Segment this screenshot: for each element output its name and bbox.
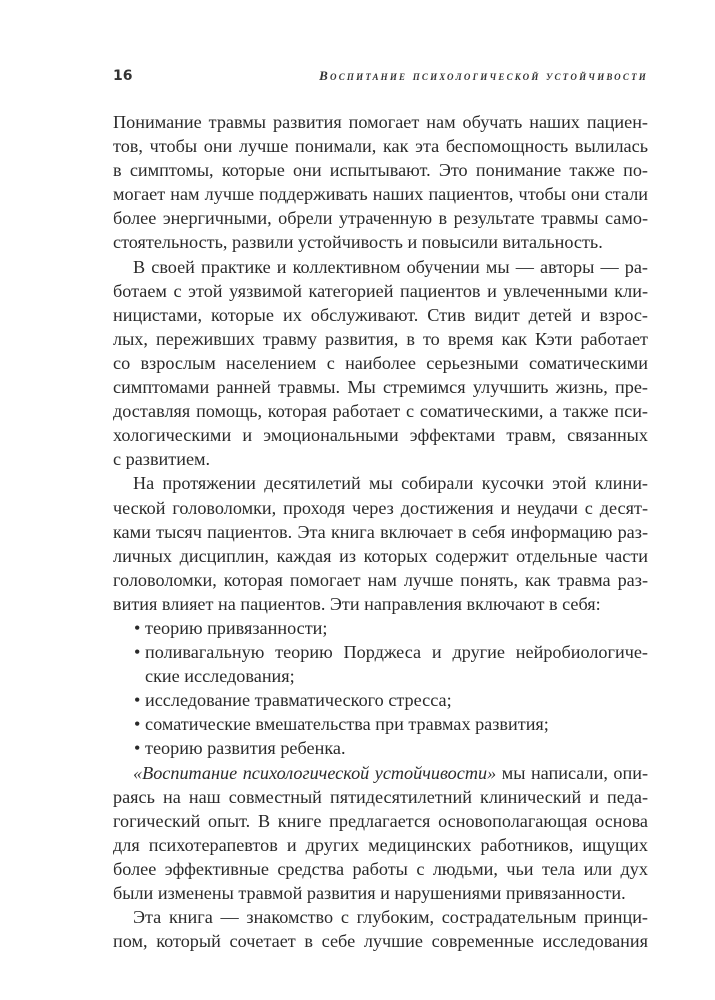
bullet-icon: • (134, 714, 141, 735)
bullet-icon: • (134, 642, 141, 663)
text-line: ческой головоломки, проходя через достижения и неудачи с десят- (113, 497, 648, 518)
text-line: со взрослым населением с наиболее серьезными соматическими (113, 352, 648, 373)
list-item (113, 640, 648, 664)
text-line: ботаем с этой уязвимой категорией пациентов и увлеченными кли- (113, 280, 648, 301)
page-number: 16 (113, 68, 133, 84)
text-line: тов, чтобы они лучше понимали, как эта беспомощность вылилась (113, 136, 648, 157)
text-line: гогический опыт. В книге предлагается основополагающая основа (113, 810, 648, 831)
list-item-text: теорию развития ребенка. (145, 738, 346, 759)
text-line: Понимание травмы развития помогает нам обучать наших пациен- (113, 112, 648, 132)
list-item (113, 712, 648, 736)
text-line: более энергичными, обрели утраченную в результате травмы само- (113, 208, 648, 229)
text-line: личных дисциплин, каждая из которых содержит отдельные части (113, 545, 648, 566)
paragraph-3 (113, 471, 648, 616)
text-fragment: мы написали, опи- (496, 762, 648, 783)
list-item (113, 688, 648, 712)
text-line: лых, переживших травму развития, в то время как Кэти работает (113, 328, 648, 349)
text-line: ницистами, которые их обслуживают. Стив видит детей и взрос- (113, 304, 648, 325)
bullet-icon: • (134, 617, 141, 638)
paragraph-1 (113, 110, 648, 255)
bullet-list (113, 616, 648, 761)
text-line: могает нам лучше поддерживать наших пациентов, чтобы они стали (113, 184, 648, 205)
text-line: Эта книга — знакомство с глубоким, сострадательным принци- (133, 907, 648, 928)
list-item (113, 736, 648, 760)
bullet-icon: • (134, 738, 141, 759)
text-line: были изменены травмой развития и нарушениями привязанности. (113, 883, 626, 903)
text-line: вития влияет на пациентов. Эти направления включают в себя: (113, 593, 601, 614)
text-line: головоломки, которая помогает нам лучше понять, как травма раз- (113, 569, 648, 590)
text-line: с развитием. (113, 449, 211, 470)
list-item-text: исследование травматического стресса; (145, 690, 452, 711)
text-line: в симптомы, которые они испытывают. Это понимание также по- (113, 160, 648, 181)
text-line: хологическими и эмоциональными эффектами травм, связанных (113, 425, 648, 446)
paragraph-2 (113, 255, 648, 472)
text-line: доставляя помощь, которая работает с соматическими, а также пси- (113, 401, 648, 422)
bullet-icon: • (134, 690, 141, 711)
text-line: симптомами ранней травмы. Мы стремимся улучшить жизнь, пре- (113, 377, 648, 398)
running-title: Воспитание психологической устойчивости (319, 68, 648, 83)
list-item-text: поливагальную теорию Порджеса и другие нейробиологиче- (145, 642, 648, 663)
list-item-continuation: ские исследования; (145, 666, 295, 687)
list-item-text: теорию привязанности; (145, 617, 328, 638)
text-line: более эффективные средства работы с людьми, чьи тела или дух (113, 858, 648, 879)
text-line: стоятельность, развили устойчивость и повысили витальность. (113, 232, 603, 253)
list-item (113, 616, 648, 640)
text-line: для психотерапевтов и других медицинских работников, ищущих (113, 834, 648, 855)
page-body (113, 110, 648, 953)
text-line: На протяжении десятилетий мы собирали кусочки этой клини- (133, 473, 648, 494)
text-line: ками тысяч пациентов. Эта книга включает в себя информацию раз- (113, 521, 648, 542)
page-header (113, 68, 648, 88)
paragraph-5 (113, 905, 648, 953)
book-title-italic: «Воспитание психологической устойчивости» (133, 762, 497, 783)
paragraph-4 (113, 761, 648, 906)
text-line: раясь на наш совместный пятидесятилетний клинический и педа- (113, 786, 648, 807)
list-item-text: соматические вмешательства при травмах развития; (145, 714, 549, 735)
text-line: В своей практике и коллективном обучении мы — авторы — ра- (133, 256, 648, 277)
text-line (113, 761, 648, 785)
text-line: пом, который сочетает в себе лучшие современные исследования (113, 931, 648, 952)
